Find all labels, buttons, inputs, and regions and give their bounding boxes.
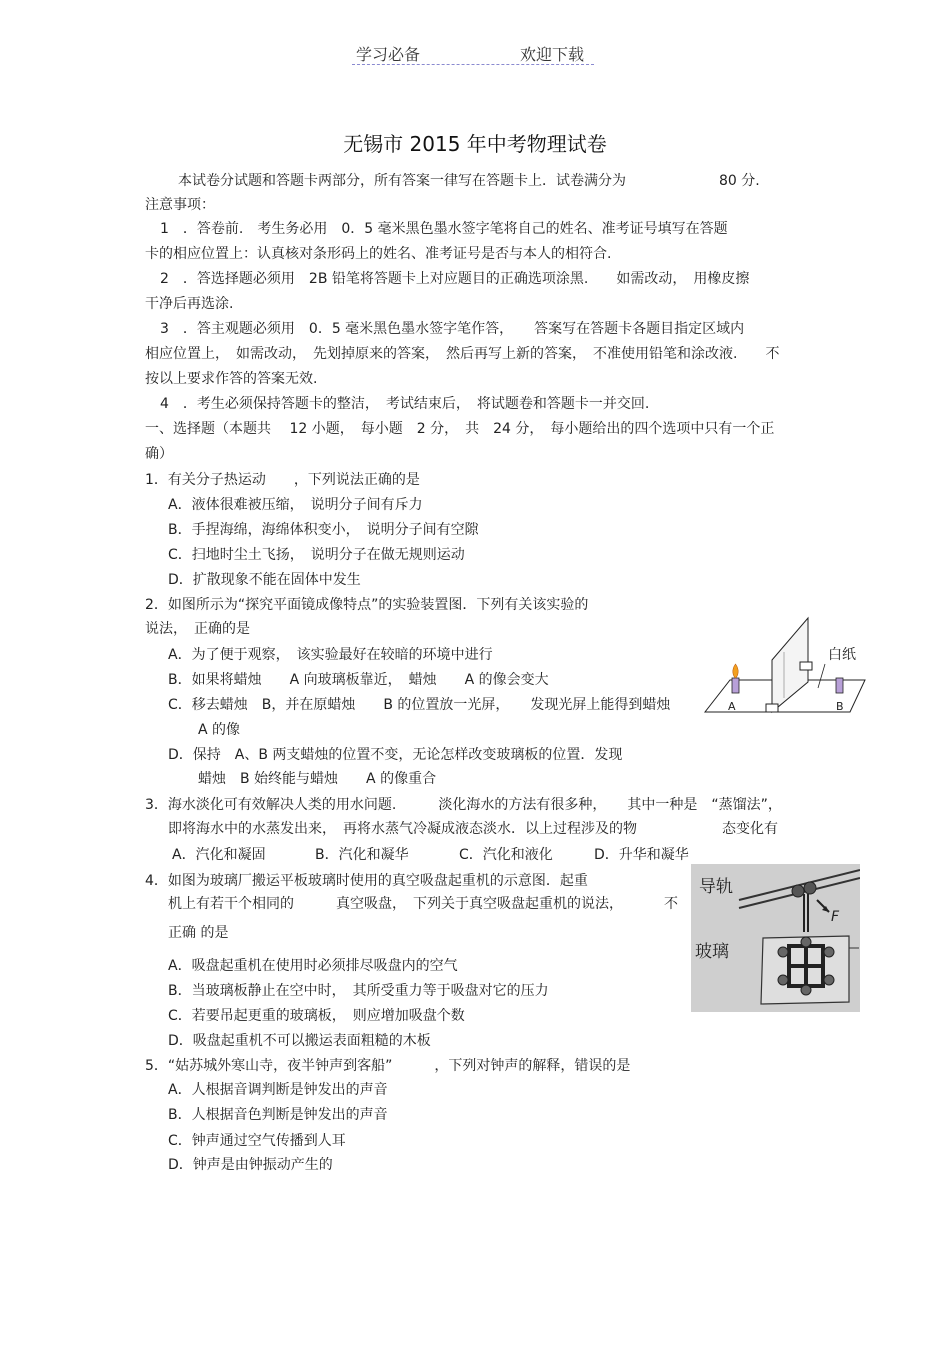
q2-stem-1: 2．如图所示为“探究平面镜成像特点”的实验装置图．下列有关该实验的 xyxy=(145,597,589,613)
notice-1a: 1 ．答卷前. 考生务必用 0．5 毫米黑色墨水签字笔将自己的姓名、准考证号填写在答题 xyxy=(160,221,728,237)
notice-3a: 3 ．答主观题必须用 0．5 毫米黑色墨水签字笔作答， 答案写在答题卡各题目指定区域内 xyxy=(160,321,745,337)
q1-option-b: B．手捏海绵，海绵体积变小， 说明分子间有空隙 xyxy=(168,522,479,538)
q4-option-b: B．当玻璃板静止在空中时， 其所受重力等于吸盘对它的压力 xyxy=(168,983,549,999)
fig-label-glass: 玻璃 xyxy=(695,942,729,962)
q2-option-b: B．如果将蜡烛 A 向玻璃板靠近， 蜡烛 A 的像会变大 xyxy=(168,672,549,688)
notice-4: 4 ．考生必须保持答题卡的整洁， 考试结束后， 将试题卷和答题卡一并交回. xyxy=(160,396,650,412)
notice-3c: 按以上要求作答的答案无效. xyxy=(145,371,318,387)
q1-option-c: C．扫地时尘土飞扬， 说明分子在做无规则运动 xyxy=(168,547,465,563)
q4-option-d: D．吸盘起重机不可以搬运表面粗糙的木板 xyxy=(168,1033,431,1049)
q2-option-d-cont: 蜡烛 B 始终能与蜡烛 A 的像重合 xyxy=(198,771,437,787)
q5-option-b: B．人根据音色判断是钟发出的声音 xyxy=(168,1107,388,1123)
q3-option-a: A．汽化和凝固 xyxy=(172,847,266,863)
q1-option-d: D．扩散现象不能在固体中发生 xyxy=(168,572,361,588)
fig-label-a: A xyxy=(728,700,736,713)
mirror-experiment-figure xyxy=(700,612,870,720)
notice-2a: 2 ．答选择题必须用 2B 铅笔将答题卡上对应题目的正确选项涂黑. 如需改动， 用橡皮擦 xyxy=(160,271,750,287)
q4-stem-2b: 不 xyxy=(664,896,678,912)
q3-option-d: D．升华和凝华 xyxy=(594,847,689,863)
q5-option-d: D．钟声是由钟振动产生的 xyxy=(168,1157,333,1173)
section-heading-cont: 确） xyxy=(145,446,173,462)
q5-stem: 5．“姑苏城外寒山寺，夜半钟声到客船” ，下列对钟声的解释，错误的是 xyxy=(145,1058,631,1074)
notice-heading: 注意事项： xyxy=(145,197,215,213)
q3-option-c: C．汽化和液化 xyxy=(459,847,553,863)
section-heading: 一、选择题（本题共 12 小题， 每小题 2 分， 共 24 分， 每小题给出的四个选项中只有一个正 xyxy=(145,421,775,437)
notice-1b: 卡的相应位置上：认真核对条形码上的姓名、准考证号是否与本人的相符合. xyxy=(145,246,612,262)
fig-label-rail: 导轨 xyxy=(699,877,733,897)
header-right: 欢迎下载 xyxy=(520,45,585,64)
q3-stem-1: 3．海水淡化可有效解决人类的用水问题. 淡化海水的方法有很多种， 其中一种是 “蒸馏法”， xyxy=(145,797,782,813)
q3-stem-2b: 态变化有 xyxy=(722,821,778,837)
q2-option-a: A．为了便于观察， 该实验最好在较暗的环境中进行 xyxy=(168,647,493,663)
fig-label-paper: 白纸 xyxy=(828,647,856,663)
header-left: 学习必备 xyxy=(356,45,421,64)
q1-stem: 1．有关分子热运动 ，下列说法正确的是 xyxy=(145,472,420,488)
notice-2b: 干净后再选涂. xyxy=(145,296,234,312)
page-title: 无锡市 2015 年中考物理试卷 xyxy=(343,132,607,156)
q4-stem-2: 机上有若干个相同的 真空吸盘， 下列关于真空吸盘起重机的说法， xyxy=(168,896,623,912)
suction-crane-figure xyxy=(691,864,860,1012)
q3-option-b: B．汽化和凝华 xyxy=(315,847,409,863)
intro-score: 80 分. xyxy=(719,173,760,189)
q2-option-d: D．保持 A、B 两支蜡烛的位置不变，无论怎样改变玻璃板的位置．发现 xyxy=(168,747,623,763)
q4-stem-1: 4．如图为玻璃厂搬运平板玻璃时使用的真空吸盘起重机的示意图．起重 xyxy=(145,873,588,889)
intro-line: 本试卷分试题和答题卡两部分，所有答案一律写在答题卡上．试卷满分为 xyxy=(178,173,626,189)
header-divider xyxy=(352,64,594,65)
q2-stem-2: 说法， 正确的是 xyxy=(145,621,250,637)
q4-option-a: A．吸盘起重机在使用时必须排尽吸盘内的空气 xyxy=(168,958,458,974)
q5-option-c: C．钟声通过空气传播到人耳 xyxy=(168,1133,346,1149)
q2-option-c: C．移去蜡烛 B，并在原蜡烛 B 的位置放一光屏， 发现光屏上能得到蜡烛 xyxy=(168,697,671,713)
q2-option-c-cont: A 的像 xyxy=(198,722,241,738)
q1-option-a: A．液体很难被压缩， 说明分子间有斥力 xyxy=(168,497,423,513)
q5-option-a: A．人根据音调判断是钟发出的声音 xyxy=(168,1082,388,1098)
fig-label-force: F xyxy=(831,909,840,925)
q4-option-c: C．若要吊起更重的玻璃板， 则应增加吸盘个数 xyxy=(168,1008,465,1024)
notice-3b: 相应位置上， 如需改动， 先划掉原来的答案， 然后再写上新的答案， 不准使用铅笔和涂改液. 不 xyxy=(145,346,780,362)
q4-stem-3: 正确 的是 xyxy=(168,925,229,941)
q3-stem-2: 即将海水中的水蒸发出来， 再将水蒸气冷凝成液态淡水．以上过程涉及的物 xyxy=(168,821,637,837)
fig-label-b: B xyxy=(836,700,844,713)
